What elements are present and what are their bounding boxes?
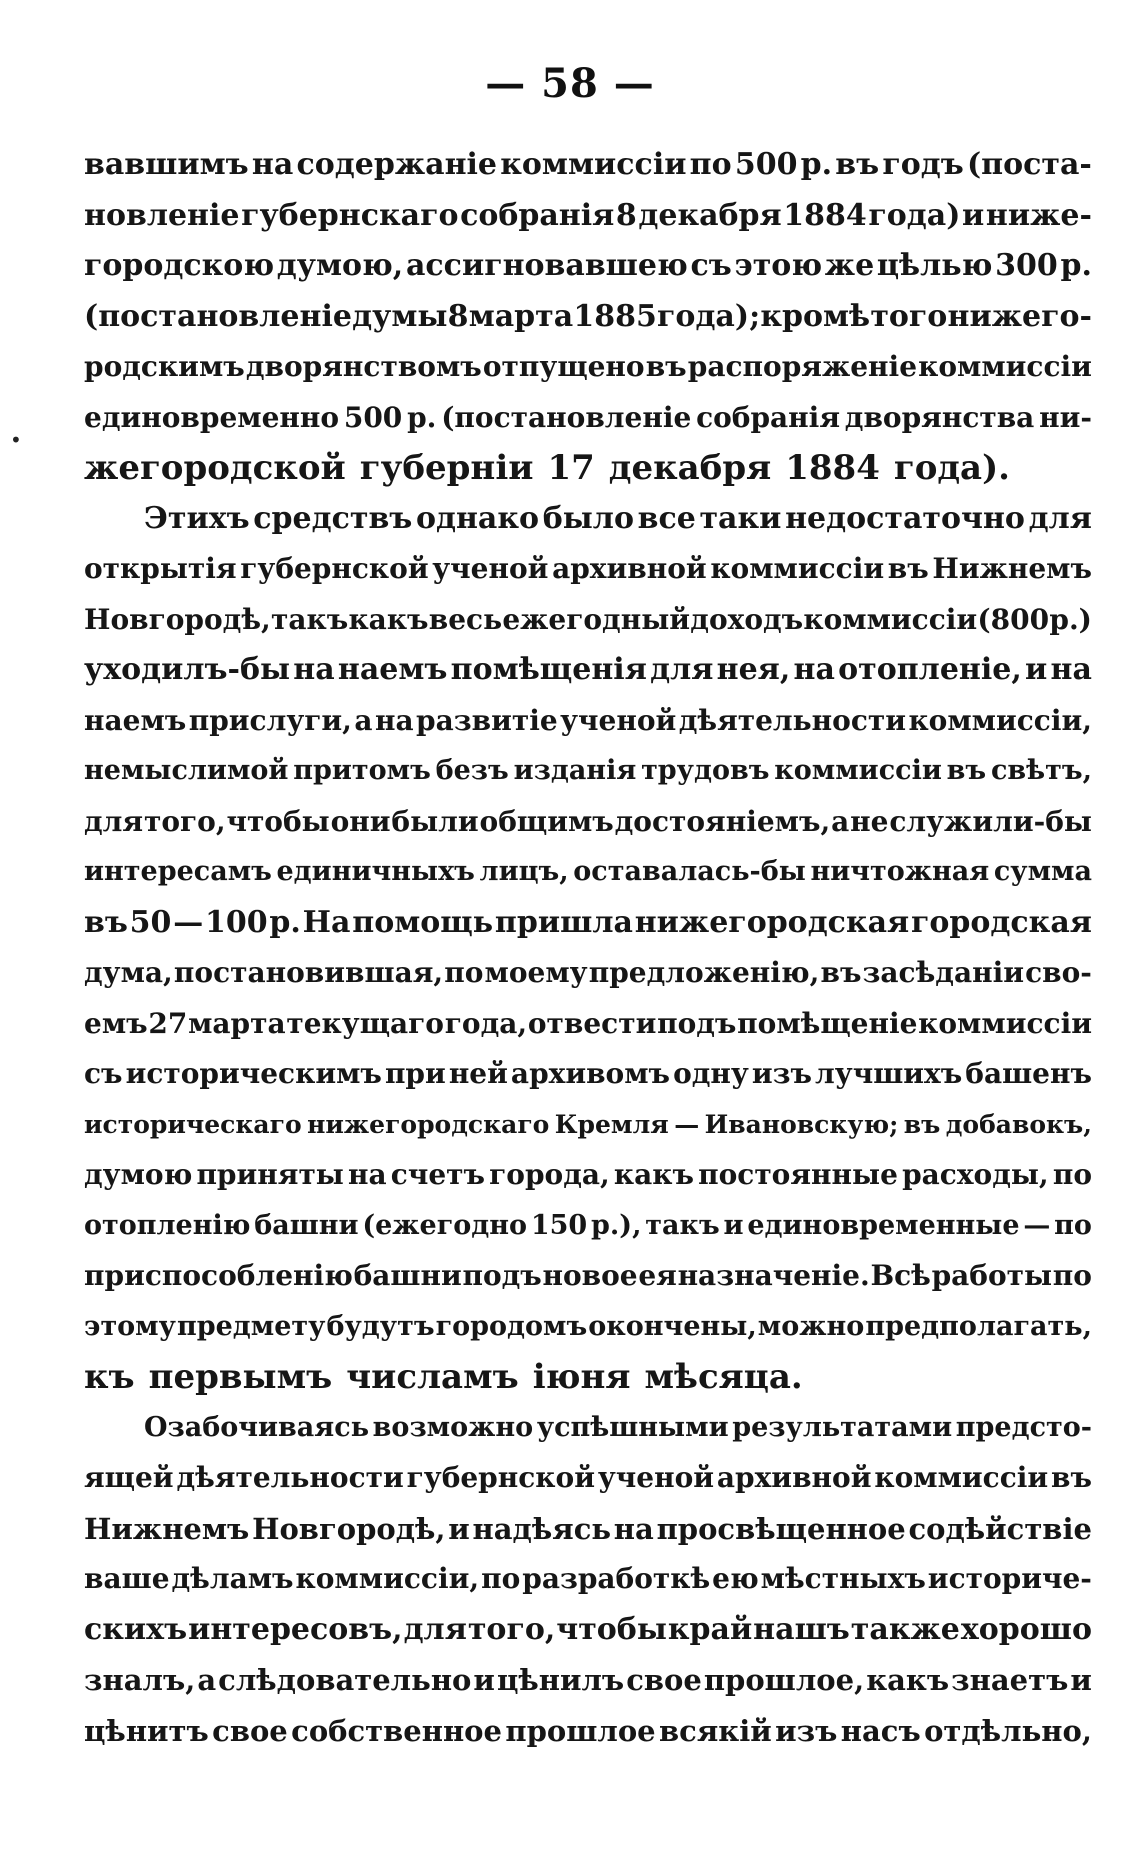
word: р. bbox=[1060, 248, 1092, 283]
word: счетъ bbox=[390, 1158, 485, 1191]
word: 8 bbox=[615, 197, 637, 233]
text-line bbox=[84, 1049, 1092, 1100]
word: назначеніе. bbox=[677, 1259, 870, 1292]
word: приспособленію bbox=[84, 1259, 353, 1292]
word: въ bbox=[903, 1109, 941, 1139]
word: (ежегодно bbox=[362, 1209, 528, 1241]
word: ею bbox=[712, 1562, 759, 1595]
text-line bbox=[84, 140, 1092, 191]
word: ея bbox=[638, 1259, 677, 1292]
text-line bbox=[84, 1605, 1092, 1656]
word: на bbox=[293, 652, 335, 687]
word: Кремля bbox=[554, 1109, 669, 1139]
word: для bbox=[84, 804, 144, 838]
word: ваше bbox=[84, 1562, 170, 1595]
word: приняты bbox=[196, 1158, 344, 1191]
word: этому bbox=[84, 1310, 176, 1342]
word: возможно bbox=[372, 1411, 534, 1443]
word: и bbox=[448, 1511, 470, 1546]
word: (постановленіе bbox=[441, 400, 692, 434]
text-line bbox=[84, 645, 1092, 696]
word: для bbox=[1028, 500, 1092, 536]
word: достояніемъ, bbox=[614, 804, 831, 838]
word: по bbox=[481, 1562, 521, 1595]
word: р.) bbox=[1049, 602, 1092, 636]
word: весь bbox=[428, 602, 503, 636]
word: а bbox=[197, 1663, 217, 1697]
word: развитіе bbox=[416, 703, 558, 737]
word: думы bbox=[352, 298, 448, 334]
word: отпущено bbox=[482, 350, 645, 383]
word: этою bbox=[734, 248, 823, 283]
word: коммиссіи bbox=[874, 1461, 1049, 1494]
word: года, bbox=[444, 1006, 528, 1040]
word: таки bbox=[699, 500, 782, 536]
word: декабря bbox=[638, 197, 782, 233]
word: коммиссіи bbox=[918, 1006, 1092, 1040]
word: къ bbox=[84, 1357, 135, 1397]
word: нижего- bbox=[947, 298, 1092, 334]
word: предложенію, bbox=[588, 956, 820, 989]
word: недостаточно bbox=[785, 500, 1025, 536]
word: также bbox=[850, 1611, 960, 1647]
text-line bbox=[84, 1706, 1092, 1757]
word: въ bbox=[887, 552, 929, 585]
word: работы bbox=[931, 1259, 1053, 1292]
word: уходилъ-бы bbox=[84, 652, 291, 687]
word: 8 bbox=[447, 298, 469, 334]
word: архивной bbox=[552, 552, 707, 585]
word: въ bbox=[820, 956, 862, 989]
word: 1885 bbox=[573, 298, 657, 334]
word: архивной bbox=[716, 1461, 872, 1494]
word: губерніи bbox=[359, 448, 534, 488]
word: коммиссіи, bbox=[295, 1562, 480, 1595]
word: на bbox=[251, 147, 294, 182]
word: коммиссіи bbox=[710, 552, 885, 585]
word: немыслимой bbox=[84, 755, 289, 786]
word: были bbox=[391, 804, 479, 838]
word: архивомъ bbox=[510, 1057, 671, 1090]
word: скихъ bbox=[84, 1611, 188, 1647]
word: будутъ bbox=[326, 1310, 435, 1342]
word: 50 bbox=[129, 904, 172, 940]
word: засѣданіи bbox=[862, 956, 1024, 989]
word: съ bbox=[84, 1057, 123, 1090]
text-line bbox=[84, 1251, 1092, 1302]
word: средствъ bbox=[253, 500, 413, 536]
word: какъ bbox=[613, 1158, 694, 1191]
word: свое bbox=[626, 1663, 702, 1697]
word: р.), bbox=[591, 1209, 642, 1241]
word: не bbox=[850, 804, 889, 838]
word: содержаніе bbox=[296, 147, 498, 182]
word: марта bbox=[188, 1006, 286, 1040]
word: при bbox=[384, 1057, 446, 1090]
word: башни bbox=[254, 1209, 359, 1241]
word: На bbox=[302, 904, 351, 940]
text-line bbox=[84, 342, 1092, 393]
word: года) bbox=[868, 197, 961, 233]
word: р. bbox=[407, 400, 437, 434]
word: ней bbox=[448, 1057, 508, 1090]
word: нашъ bbox=[753, 1611, 850, 1647]
word: дѣятельности bbox=[176, 1461, 404, 1494]
word: изъ bbox=[751, 1057, 812, 1090]
word: результатами bbox=[732, 1411, 953, 1443]
word: числамъ bbox=[346, 1357, 519, 1397]
word: въ bbox=[835, 147, 880, 182]
word: для bbox=[403, 1611, 467, 1647]
word: дѣятельности bbox=[678, 703, 906, 737]
word: на bbox=[374, 703, 414, 737]
word: кромѣ bbox=[760, 298, 871, 334]
word: а bbox=[354, 703, 373, 737]
text-line bbox=[84, 1150, 1092, 1201]
word: интересамъ bbox=[84, 856, 272, 887]
word: свое bbox=[212, 1713, 288, 1748]
word: прислуги, bbox=[188, 703, 352, 737]
word: прошлое bbox=[505, 1713, 656, 1748]
word: р. bbox=[269, 904, 301, 940]
word: (поста- bbox=[966, 147, 1092, 182]
word: такъ bbox=[645, 1209, 720, 1241]
word: отопленію bbox=[84, 1209, 251, 1241]
text-line bbox=[84, 595, 1092, 646]
word: того, bbox=[467, 1611, 556, 1647]
word: же bbox=[824, 248, 875, 283]
word: іюня bbox=[532, 1357, 631, 1397]
text-line bbox=[84, 847, 1092, 898]
word: вавшимъ bbox=[84, 147, 249, 182]
word: ниже- bbox=[985, 197, 1092, 233]
word: на bbox=[793, 652, 835, 687]
word: Этихъ bbox=[144, 500, 250, 536]
word: отвести bbox=[527, 1006, 657, 1040]
word: лицъ, bbox=[479, 856, 569, 887]
word: по bbox=[444, 956, 484, 989]
word: изъ bbox=[775, 1713, 838, 1748]
word: подъ bbox=[462, 1259, 542, 1292]
word: годъ bbox=[882, 147, 964, 182]
word: просвѣщенное bbox=[656, 1511, 906, 1546]
word: ежегодный bbox=[502, 602, 691, 636]
word: 500 bbox=[343, 400, 403, 434]
word: дума, bbox=[84, 956, 173, 989]
word: съ bbox=[690, 248, 732, 283]
word: зналъ, bbox=[84, 1663, 196, 1697]
word: окончены, bbox=[588, 1310, 757, 1342]
text-line bbox=[84, 292, 1092, 343]
word: того, bbox=[143, 804, 226, 838]
word: коммиссіи bbox=[803, 602, 978, 636]
word: изданія bbox=[513, 755, 637, 786]
word: ученой bbox=[560, 703, 677, 737]
text-line bbox=[84, 1201, 1092, 1252]
word: предполагать, bbox=[865, 1310, 1092, 1342]
text-line bbox=[84, 1504, 1092, 1555]
word: открытія bbox=[84, 552, 237, 585]
word: служили-бы bbox=[889, 804, 1092, 838]
word: — bbox=[173, 904, 204, 940]
word: лучшихъ bbox=[815, 1057, 963, 1090]
word: такъ bbox=[271, 602, 349, 636]
word: новленіе bbox=[84, 197, 240, 233]
word: историческаго bbox=[84, 1109, 302, 1139]
word: р. bbox=[800, 147, 833, 182]
word: коммиссіи, bbox=[908, 703, 1092, 737]
word: было bbox=[542, 500, 634, 536]
word: губернскаго bbox=[241, 197, 459, 233]
word: интересовъ, bbox=[188, 1611, 403, 1647]
word: однако bbox=[415, 500, 540, 536]
text-line bbox=[84, 443, 1092, 494]
word: нижегородская bbox=[634, 904, 910, 940]
word: 1884 bbox=[785, 448, 880, 488]
word: все bbox=[637, 500, 696, 536]
text-line bbox=[84, 948, 1092, 999]
word: емъ bbox=[84, 1006, 148, 1040]
word: помѣщенія bbox=[450, 652, 647, 687]
word: въ bbox=[946, 755, 987, 786]
text-line bbox=[84, 544, 1092, 595]
word: расходы, bbox=[902, 1158, 1049, 1191]
word: думою bbox=[84, 1158, 193, 1191]
word: дворянства bbox=[844, 400, 1035, 434]
word: ящей bbox=[84, 1461, 174, 1494]
word: знаетъ bbox=[951, 1663, 1069, 1697]
word: цѣнитъ bbox=[84, 1713, 209, 1748]
word: города, bbox=[489, 1158, 610, 1191]
word: предсто- bbox=[955, 1411, 1092, 1443]
word: родскимъ bbox=[84, 350, 245, 383]
word: и bbox=[962, 197, 985, 233]
word: наемъ bbox=[337, 652, 448, 687]
word: историче- bbox=[927, 1562, 1092, 1595]
word: для bbox=[650, 652, 714, 687]
word: можно bbox=[757, 1310, 865, 1342]
word: того bbox=[870, 298, 948, 334]
word: край bbox=[667, 1611, 753, 1647]
text-line bbox=[84, 1453, 1092, 1504]
word: мѣстныхъ bbox=[760, 1562, 926, 1595]
word: и bbox=[1070, 1663, 1092, 1697]
word: Озабочиваясь bbox=[144, 1411, 370, 1443]
word: (постановленіе bbox=[84, 298, 352, 334]
word: 1884 bbox=[783, 197, 867, 233]
word: добавокъ, bbox=[945, 1109, 1092, 1139]
word: они bbox=[330, 804, 391, 838]
word: и bbox=[1025, 652, 1048, 687]
word: на bbox=[348, 1158, 387, 1191]
word: думою, bbox=[276, 248, 404, 283]
word: надѣясь bbox=[472, 1511, 612, 1546]
word: 300 bbox=[995, 248, 1058, 283]
word: на bbox=[1050, 652, 1092, 687]
word: одну bbox=[673, 1057, 749, 1090]
text-line bbox=[84, 1655, 1092, 1706]
word: сво- bbox=[1025, 956, 1092, 989]
word: наемъ bbox=[84, 703, 187, 737]
margin-mark: • bbox=[10, 428, 22, 452]
word: и bbox=[723, 1209, 744, 1241]
word: башенъ bbox=[965, 1057, 1092, 1090]
word: нижегородскаго bbox=[307, 1109, 550, 1139]
word: общимъ bbox=[479, 804, 614, 838]
word: собранія bbox=[696, 400, 840, 434]
word: безъ bbox=[435, 755, 509, 786]
word: — bbox=[1023, 1209, 1051, 1241]
word: собранія bbox=[460, 197, 615, 233]
word: года). bbox=[893, 448, 1011, 488]
word: единичныхъ bbox=[276, 856, 475, 887]
word: свѣтъ, bbox=[990, 755, 1092, 786]
word: разработкѣ bbox=[522, 1562, 711, 1595]
word: 27 bbox=[148, 1006, 188, 1040]
word: Новгородѣ, bbox=[252, 1511, 446, 1546]
word: историческимъ bbox=[125, 1057, 382, 1090]
text-line bbox=[84, 393, 1092, 444]
word: 500 bbox=[734, 147, 798, 182]
word: отопленіе, bbox=[838, 652, 1022, 687]
word: насъ bbox=[840, 1713, 921, 1748]
text-line bbox=[84, 1100, 1092, 1151]
word: дѣламъ bbox=[171, 1562, 294, 1595]
word: постановившая, bbox=[173, 956, 444, 989]
word: коммиссіи bbox=[774, 755, 942, 786]
word: пришла bbox=[494, 904, 633, 940]
word: Ивановскую; bbox=[704, 1109, 899, 1139]
word: единовременные bbox=[747, 1209, 1020, 1241]
word: губернской bbox=[406, 1461, 595, 1494]
page-number: — 58 — bbox=[485, 60, 655, 107]
word: 100 bbox=[205, 904, 268, 940]
word: губернской bbox=[240, 552, 429, 585]
word: 150 bbox=[530, 1209, 588, 1241]
word: мѣсяца. bbox=[644, 1357, 803, 1397]
word: года); bbox=[657, 298, 761, 334]
text-line bbox=[84, 241, 1092, 292]
word: подъ bbox=[657, 1006, 737, 1040]
word: ничтожная bbox=[810, 856, 990, 887]
word: единовременно bbox=[84, 400, 340, 434]
word: нея, bbox=[716, 652, 791, 687]
word: 17 bbox=[547, 448, 595, 488]
word: прошлое, bbox=[703, 1663, 865, 1697]
word: предмету bbox=[176, 1310, 326, 1342]
word: распоряженіе bbox=[687, 350, 918, 383]
word: въ bbox=[84, 904, 128, 940]
word: Новгородѣ, bbox=[84, 602, 271, 636]
word: Нижнемъ bbox=[84, 1511, 250, 1546]
word: въ bbox=[1051, 1461, 1092, 1494]
word: дворянствомъ bbox=[245, 350, 482, 383]
word: цѣлью bbox=[876, 248, 993, 283]
word: башни bbox=[353, 1259, 462, 1292]
word: оставалась-бы bbox=[573, 856, 806, 887]
word: а bbox=[831, 804, 850, 838]
word: постоянные bbox=[698, 1158, 898, 1191]
word: всякій bbox=[659, 1713, 772, 1748]
word: марта bbox=[468, 298, 574, 334]
word: доходъ bbox=[690, 602, 804, 636]
word: на bbox=[613, 1511, 654, 1546]
word: ученой bbox=[432, 552, 549, 585]
text-line bbox=[84, 898, 1092, 949]
word: ни- bbox=[1039, 400, 1092, 434]
word: отдѣльно, bbox=[924, 1713, 1092, 1748]
word: какъ bbox=[348, 602, 429, 636]
word: и bbox=[473, 1663, 495, 1697]
word: декабря bbox=[608, 448, 772, 488]
word: Нижнемъ bbox=[932, 552, 1092, 585]
word: слѣдовательно bbox=[218, 1663, 472, 1697]
word: притомъ bbox=[293, 755, 431, 786]
text-line bbox=[84, 797, 1092, 848]
word: городскою bbox=[84, 248, 275, 283]
word: по bbox=[1052, 1158, 1092, 1191]
text-line bbox=[84, 746, 1092, 797]
word: коммиссіи bbox=[500, 147, 687, 182]
word: помощь bbox=[352, 904, 494, 940]
word: въ bbox=[645, 350, 687, 383]
word: какъ bbox=[866, 1663, 950, 1697]
word: по bbox=[1054, 1209, 1092, 1241]
word: трудовъ bbox=[641, 755, 770, 786]
text-line bbox=[84, 494, 1092, 545]
word: хорошо bbox=[960, 1611, 1092, 1647]
word: содѣйствіе bbox=[908, 1511, 1092, 1546]
text-line bbox=[84, 1554, 1092, 1605]
word: (800 bbox=[977, 602, 1050, 636]
word: чтобы bbox=[226, 804, 330, 838]
text-line bbox=[84, 191, 1092, 242]
word: чтобы bbox=[556, 1611, 667, 1647]
word: ассигновавшею bbox=[405, 248, 688, 283]
text-line bbox=[84, 696, 1092, 747]
word: ученой bbox=[597, 1461, 715, 1494]
word: успѣшными bbox=[536, 1411, 729, 1443]
word: городомъ bbox=[435, 1310, 588, 1342]
word: — bbox=[674, 1109, 700, 1139]
text-line bbox=[84, 1302, 1092, 1353]
word: моему bbox=[484, 956, 588, 989]
word: коммиссіи bbox=[918, 350, 1092, 383]
word: по bbox=[1052, 1259, 1092, 1292]
word: собственное bbox=[291, 1713, 502, 1748]
word: помѣщеніе bbox=[737, 1006, 918, 1040]
word: жегородской bbox=[84, 448, 346, 488]
body-text bbox=[84, 140, 1092, 1756]
word: цѣнилъ bbox=[496, 1663, 625, 1697]
word: Всѣ bbox=[870, 1259, 931, 1292]
word: городская bbox=[911, 904, 1092, 940]
word: новое bbox=[542, 1259, 638, 1292]
word: по bbox=[689, 147, 732, 182]
word: первымъ bbox=[148, 1357, 333, 1397]
word: сумма bbox=[993, 856, 1092, 887]
word: текущаго bbox=[286, 1006, 444, 1040]
text-line bbox=[84, 1352, 1092, 1403]
text-line bbox=[84, 1403, 1092, 1454]
text-line bbox=[84, 999, 1092, 1050]
